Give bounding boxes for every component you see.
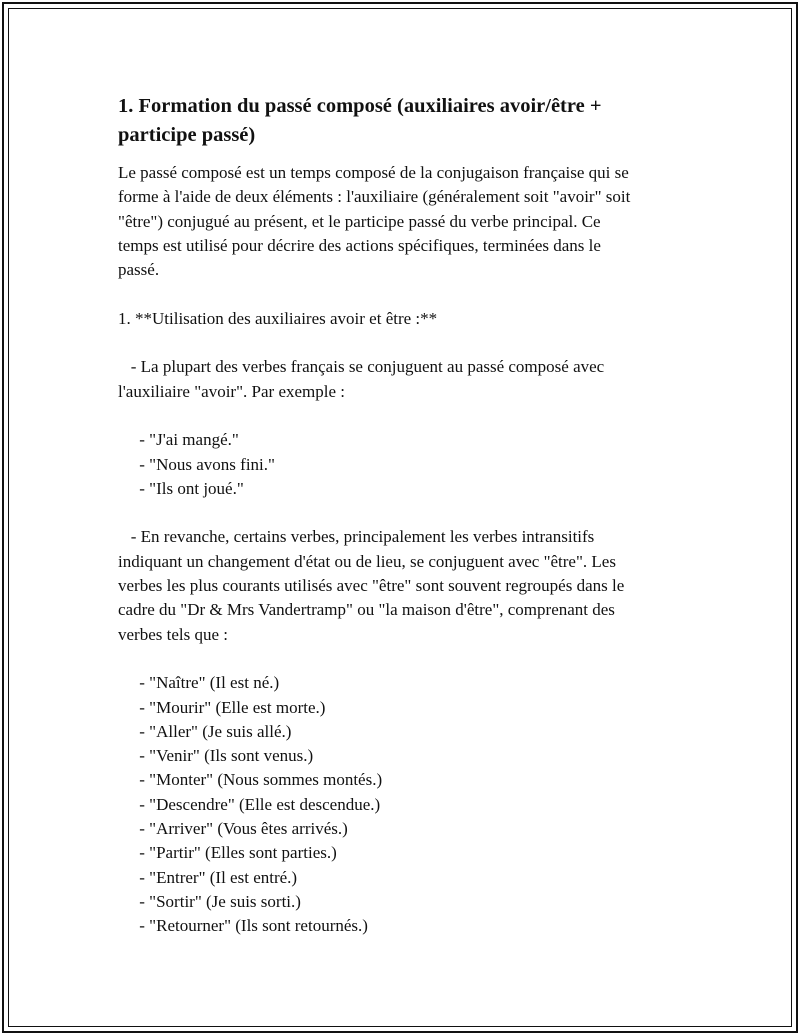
intro-line: passé. — [118, 260, 160, 280]
list-item: - "Mourir" (Elle est morte.) — [118, 697, 326, 717]
document-body — [118, 92, 678, 939]
etre-line: verbes les plus courants utilisés avec "être" sont souvent regroupés dans le — [118, 576, 625, 596]
list-item: - "Partir" (Elles sont parties.) — [118, 843, 337, 863]
heading-line-2: participe passé) — [118, 124, 256, 146]
intro-line: temps est utilisé pour décrire des actions spécifiques, terminées dans le — [118, 235, 601, 255]
avoir-example-list — [118, 428, 678, 501]
etre-line: verbes tels que : — [118, 624, 228, 644]
section-heading — [118, 92, 678, 150]
list-item: - "Descendre" (Elle est descendue.) — [118, 794, 381, 814]
avoir-line: l'auxiliaire "avoir". Par exemple : — [118, 381, 346, 401]
list-item: - "Retourner" (Ils sont retournés.) — [118, 916, 368, 936]
list-item: - "Nous avons fini." — [118, 454, 275, 474]
list-item: - "Aller" (Je suis allé.) — [118, 721, 292, 741]
intro-line: "être") conjugué au présent, et le participe passé du verbe principal. Ce — [118, 211, 601, 231]
avoir-paragraph — [118, 355, 678, 404]
avoir-line: - La plupart des verbes français se conjuguent au passé composé avec — [118, 357, 605, 377]
intro-paragraph — [118, 161, 678, 282]
etre-example-list — [118, 671, 678, 938]
list-item: - "Venir" (Ils sont venus.) — [118, 746, 314, 766]
etre-paragraph — [118, 525, 678, 646]
list-item: - "Arriver" (Vous êtes arrivés.) — [118, 819, 348, 839]
list-item: - "Ils ont joué." — [118, 478, 244, 498]
etre-line: cadre du "Dr & Mrs Vandertramp" ou "la maison d'être", comprenant des — [118, 600, 615, 620]
list-item: - "Entrer" (Il est entré.) — [118, 867, 298, 887]
list-section-title: 1. **Utilisation des auxiliaires avoir et être :** — [118, 308, 438, 328]
list-item: - "Monter" (Nous sommes montés.) — [118, 770, 383, 790]
intro-line: forme à l'aide de deux éléments : l'auxiliaire (généralement soit "avoir" soit — [118, 187, 631, 207]
heading-line-1: 1. Formation du passé composé (auxiliaires avoir/être + — [118, 95, 602, 117]
etre-line: - En revanche, certains verbes, principalement les verbes intransitifs — [118, 527, 595, 547]
intro-line: Le passé composé est un temps composé de la conjugaison française qui se — [118, 163, 629, 182]
list-item: - "J'ai mangé." — [118, 430, 239, 450]
etre-line: indiquant un changement d'état ou de lieu, se conjuguent avec "être". Les — [118, 551, 616, 571]
list-item: - "Naître" (Il est né.) — [118, 673, 280, 693]
list-item: - "Sortir" (Je suis sorti.) — [118, 891, 301, 911]
